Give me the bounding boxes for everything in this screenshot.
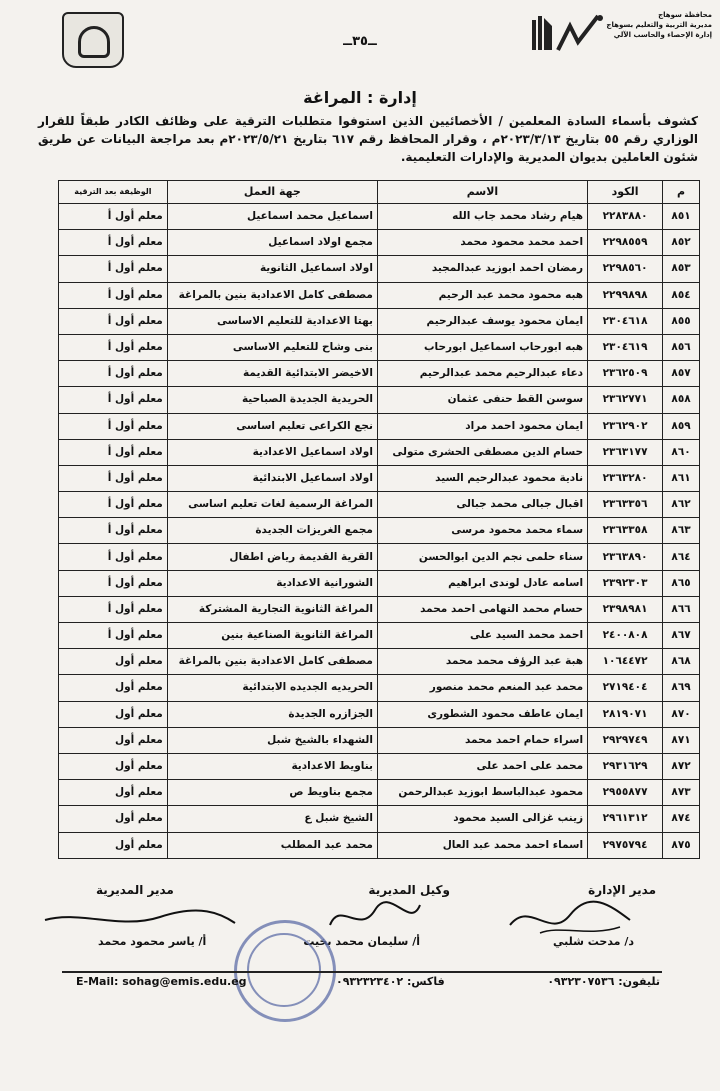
row-number-cell: ٨٧٥ <box>663 832 700 858</box>
table-header-row <box>59 181 700 204</box>
position-cell: معلم أول أ <box>59 308 168 334</box>
row-number-cell: ٨٧٢ <box>663 753 700 779</box>
employee-name-cell: ايمان محمود احمد مراد <box>377 413 587 439</box>
employee-code-cell: ٢٢٩٨٥٥٩ <box>588 230 663 256</box>
row-number-cell: ٨٦٤ <box>663 544 700 570</box>
row-number-cell: ٨٦٣ <box>663 518 700 544</box>
workplace-cell: اسماعيل محمد اسماعيل <box>167 204 377 230</box>
position-cell: معلم أول أ <box>59 230 168 256</box>
table-row <box>59 753 700 779</box>
position-cell: معلم أول أ <box>59 334 168 360</box>
org-line: إدارة الإحصاء والحاسب الآلي <box>613 31 712 39</box>
workplace-cell: المراغة الثانوية التجارية المشتركة <box>167 596 377 622</box>
employee-code-cell: ٢٩٧٥٧٩٤ <box>588 832 663 858</box>
promotions-table <box>58 180 700 859</box>
row-number-cell: ٨٥٥ <box>663 308 700 334</box>
row-number-cell: ٨٦٢ <box>663 492 700 518</box>
ministry-logo-icon <box>62 12 124 68</box>
employee-name-cell: اسامه عادل لوندى ابراهيم <box>377 570 587 596</box>
table-row <box>59 492 700 518</box>
workplace-cell: الشيخ شبل ع <box>167 806 377 832</box>
position-cell: معلم أول أ <box>59 623 168 649</box>
employee-name-cell: هبة عبد الرؤف محمد محمد <box>377 649 587 675</box>
workplace-cell: الاخيضر الابتدائية القديمة <box>167 361 377 387</box>
header-no: م <box>663 181 700 204</box>
directorate-manager-name: أ/ ياسر محمود محمد <box>98 935 207 948</box>
employee-name-cell: ايمان محمود يوسف عبدالرحيم <box>377 308 587 334</box>
workplace-cell: نجع الكراعى تعليم اساسى <box>167 413 377 439</box>
employee-name-cell: نادية محمود عبدالرحيم السيد <box>377 465 587 491</box>
employee-code-cell: ٢٣٦٢٩٠٢ <box>588 413 663 439</box>
org-line: مديرية التربية والتعليم بسوهاج <box>606 21 712 29</box>
employee-code-cell: ٢٨١٩٠٧١ <box>588 701 663 727</box>
page-number: ــ٣٥ــ <box>343 34 377 49</box>
employee-name-cell: زينب غزالى السيد محمود <box>377 806 587 832</box>
row-number-cell: ٨٥٣ <box>663 256 700 282</box>
table-row <box>59 806 700 832</box>
table-row <box>59 596 700 622</box>
position-cell: معلم أول أ <box>59 465 168 491</box>
row-number-cell: ٨٥٦ <box>663 334 700 360</box>
table-row <box>59 675 700 701</box>
position-cell: معلم أول أ <box>59 596 168 622</box>
position-cell: معلم أول أ <box>59 282 168 308</box>
employee-code-cell: ٢٢٨٣٨٨٠ <box>588 204 663 230</box>
row-number-cell: ٨٦٠ <box>663 439 700 465</box>
employee-code-cell: ٢٢٩٨٥٦٠ <box>588 256 663 282</box>
header-code: الكود <box>588 181 663 204</box>
row-number-cell: ٨٥٢ <box>663 230 700 256</box>
employee-name-cell: رمضان احمد ابوزيد عبدالمجيد <box>377 256 587 282</box>
table-row <box>59 308 700 334</box>
table-row <box>59 649 700 675</box>
row-number-cell: ٨٥٤ <box>663 282 700 308</box>
table-row <box>59 518 700 544</box>
employee-code-cell: ٢٩٦١٣١٢ <box>588 806 663 832</box>
employee-code-cell: ٢٣٠٤٦١٨ <box>588 308 663 334</box>
employee-name-cell: محمد عبد المنعم محمد منصور <box>377 675 587 701</box>
footer-phone: تليفون: ٠٩٣٢٣٠٧٥٣٦ <box>547 975 660 988</box>
table-row <box>59 701 700 727</box>
employee-code-cell: ٢٩٥٥٨٧٧ <box>588 780 663 806</box>
admin-manager-title: مدير الإدارة <box>588 883 656 897</box>
position-cell: معلم أول أ <box>59 387 168 413</box>
position-cell: معلم أول أ <box>59 492 168 518</box>
employee-name-cell: اسراء حمام احمد محمد <box>377 727 587 753</box>
table-body <box>59 204 700 859</box>
workplace-cell: مجمع الغريزات الجديدة <box>167 518 377 544</box>
position-cell: معلم أول <box>59 780 168 806</box>
position-cell: معلم أول أ <box>59 518 168 544</box>
table-row <box>59 334 700 360</box>
table-row <box>59 282 700 308</box>
directorate-logo-icon <box>528 12 608 56</box>
document-subject: كشوف بأسماء السادة المعلمين / الأخصائيين الذين استوفوا متطلبات الترقية على وظائف الكادر طبقاً للقرار الوزاري رقم ٥٥ بتاريخ ٢٠٢٣/٣/١٣م ، وقرار المحافظ رقم ٦١٧ بتاريخ ٢٠٢٣/٥/٢١م بعد مراجعة البيانات عن طريق شئون العاملين بديوان المديرية والإدارات التعليمية. <box>38 114 698 164</box>
employee-name-cell: هبه محمود محمد عبد الرحيم <box>377 282 587 308</box>
employee-name-cell: اقبال جبالى محمد جبالى <box>377 492 587 518</box>
employee-name-cell: محمود عبدالباسط ابوزيد عبدالرحمن <box>377 780 587 806</box>
row-number-cell: ٨٦١ <box>663 465 700 491</box>
table-row <box>59 361 700 387</box>
employee-code-cell: ٢٩٣١٦٢٩ <box>588 753 663 779</box>
table-row <box>59 544 700 570</box>
row-number-cell: ٨٧٤ <box>663 806 700 832</box>
position-cell: معلم أول أ <box>59 544 168 570</box>
row-number-cell: ٨٧٣ <box>663 780 700 806</box>
position-cell: معلم أول أ <box>59 439 168 465</box>
row-number-cell: ٨٧١ <box>663 727 700 753</box>
table-row <box>59 727 700 753</box>
row-number-cell: ٨٦٦ <box>663 596 700 622</box>
employee-code-cell: ٢٩٢٩٧٤٩ <box>588 727 663 753</box>
employee-code-cell: ١٠٦٤٤٧٢ <box>588 649 663 675</box>
employee-name-cell: هبه ابورحاب اسماعيل ابورحاب <box>377 334 587 360</box>
employee-name-cell: هيام رشاد محمد جاب الله <box>377 204 587 230</box>
footer-email: E-Mail: sohag@emis.edu.eg <box>76 975 247 988</box>
employee-code-cell: ٢٣٩٢٣٠٣ <box>588 570 663 596</box>
footer-divider <box>62 971 662 973</box>
table-row <box>59 465 700 491</box>
workplace-cell: اولاد اسماعيل الاعدادية <box>167 439 377 465</box>
position-cell: معلم أول <box>59 701 168 727</box>
employee-name-cell: حسام الدين مصطفى الحشرى متولى <box>377 439 587 465</box>
workplace-cell: الشهداء بالشيخ شبل <box>167 727 377 753</box>
organization-header <box>602 10 712 40</box>
table-row <box>59 413 700 439</box>
table-row <box>59 832 700 858</box>
directorate-manager-signature <box>40 905 240 935</box>
employee-name-cell: محمد على احمد على <box>377 753 587 779</box>
employee-name-cell: احمد محمد السيد على <box>377 623 587 649</box>
header-workplace: جهة العمل <box>167 181 377 204</box>
employee-name-cell: دعاء عبدالرحيم محمد عبدالرحيم <box>377 361 587 387</box>
employee-code-cell: ٢٣٦٢٧٧١ <box>588 387 663 413</box>
row-number-cell: ٨٥١ <box>663 204 700 230</box>
deputy-signature <box>320 895 430 940</box>
employee-name-cell: سوسن القط حنفى عثمان <box>377 387 587 413</box>
table-row <box>59 387 700 413</box>
position-cell: معلم أول أ <box>59 204 168 230</box>
employee-code-cell: ٢٣٦٣١٧٧ <box>588 439 663 465</box>
directorate-manager-title: مدير المديرية <box>96 883 174 897</box>
employee-code-cell: ٢٣٦٢٥٠٩ <box>588 361 663 387</box>
workplace-cell: محمد عبد المطلب <box>167 832 377 858</box>
position-cell: معلم أول <box>59 806 168 832</box>
employee-code-cell: ٢٤٠٠٨٠٨ <box>588 623 663 649</box>
employee-code-cell: ٢٣٩٨٩٨١ <box>588 596 663 622</box>
workplace-cell: الحريديه الجديده الابتدائية <box>167 675 377 701</box>
position-cell: معلم أول <box>59 649 168 675</box>
table-row <box>59 256 700 282</box>
employee-name-cell: احمد محمد محمود محمد <box>377 230 587 256</box>
org-line: محافظة سوهاج <box>658 11 712 19</box>
table-row <box>59 230 700 256</box>
row-number-cell: ٨٦٨ <box>663 649 700 675</box>
employee-code-cell: ٢٣٠٤٦١٩ <box>588 334 663 360</box>
employee-code-cell: ٢٣٦٣٢٨٠ <box>588 465 663 491</box>
table-row <box>59 204 700 230</box>
employee-code-cell: ٢٧١٩٤٠٤ <box>588 675 663 701</box>
workplace-cell: المراغة الثانوية الصناعية بنين <box>167 623 377 649</box>
workplace-cell: مصطفى كامل الاعدادية بنين بالمراغة <box>167 282 377 308</box>
workplace-cell: بناويط الاعدادية <box>167 753 377 779</box>
admin-manager-name: د/ مدحت شلبي <box>553 935 634 948</box>
position-cell: معلم أول أ <box>59 256 168 282</box>
workplace-cell: الحريدية الجديدة الصباحية <box>167 387 377 413</box>
table-row <box>59 780 700 806</box>
employee-name-cell: حسام محمد التهامى احمد محمد <box>377 596 587 622</box>
employee-name-cell: اسماء احمد محمد عبد العال <box>377 832 587 858</box>
workplace-cell: الشورانية الاعدادية <box>167 570 377 596</box>
table-row <box>59 623 700 649</box>
employee-name-cell: سناء حلمى نجم الدين ابوالحسن <box>377 544 587 570</box>
employee-code-cell: ٢٢٩٩٨٩٨ <box>588 282 663 308</box>
header-name: الاسم <box>377 181 587 204</box>
row-number-cell: ٨٦٩ <box>663 675 700 701</box>
workplace-cell: مجمع بناويط ص <box>167 780 377 806</box>
workplace-cell: المراغة الرسمية لغات تعليم اساسى <box>167 492 377 518</box>
deputy-title: وكيل المديرية <box>368 883 450 897</box>
row-number-cell: ٨٥٨ <box>663 387 700 413</box>
table-row <box>59 439 700 465</box>
position-cell: معلم أول <box>59 727 168 753</box>
employee-name-cell: سماء محمد محمود مرسى <box>377 518 587 544</box>
row-number-cell: ٨٥٩ <box>663 413 700 439</box>
employee-code-cell: ٢٣٦٣٨٩٠ <box>588 544 663 570</box>
workplace-cell: اولاد اسماعيل الثانوية <box>167 256 377 282</box>
position-cell: معلم أول أ <box>59 413 168 439</box>
row-number-cell: ٨٧٠ <box>663 701 700 727</box>
employee-name-cell: ايمان عاطف محمود الشطورى <box>377 701 587 727</box>
position-cell: معلم أول أ <box>59 361 168 387</box>
workplace-cell: مجمع اولاد اسماعيل <box>167 230 377 256</box>
row-number-cell: ٨٦٧ <box>663 623 700 649</box>
workplace-cell: الجزازره الجديدة <box>167 701 377 727</box>
workplace-cell: بنى وشاح للتعليم الاساسى <box>167 334 377 360</box>
header-position: الوظيفة بعد الترقية <box>59 181 168 204</box>
row-number-cell: ٨٥٧ <box>663 361 700 387</box>
employee-code-cell: ٢٣٦٣٣٥٨ <box>588 518 663 544</box>
department-title: إدارة : المراغة <box>303 88 417 107</box>
deputy-name: أ/ سليمان محمد بخيت <box>303 935 420 948</box>
employee-code-cell: ٢٣٦٣٣٥٦ <box>588 492 663 518</box>
workplace-cell: القرية القديمة رياض اطفال <box>167 544 377 570</box>
position-cell: معلم أول أ <box>59 570 168 596</box>
workplace-cell: مصطفى كامل الاعدادية بنين بالمراغة <box>167 649 377 675</box>
table-row <box>59 570 700 596</box>
position-cell: معلم أول <box>59 753 168 779</box>
row-number-cell: ٨٦٥ <box>663 570 700 596</box>
workplace-cell: بهتا الاعدادية للتعليم الاساسى <box>167 308 377 334</box>
position-cell: معلم أول <box>59 832 168 858</box>
footer-fax: فاكس: ٠٩٣٢٣٢٣٤٠٢ <box>336 975 445 988</box>
workplace-cell: اولاد اسماعيل الابتدائية <box>167 465 377 491</box>
position-cell: معلم أول <box>59 675 168 701</box>
